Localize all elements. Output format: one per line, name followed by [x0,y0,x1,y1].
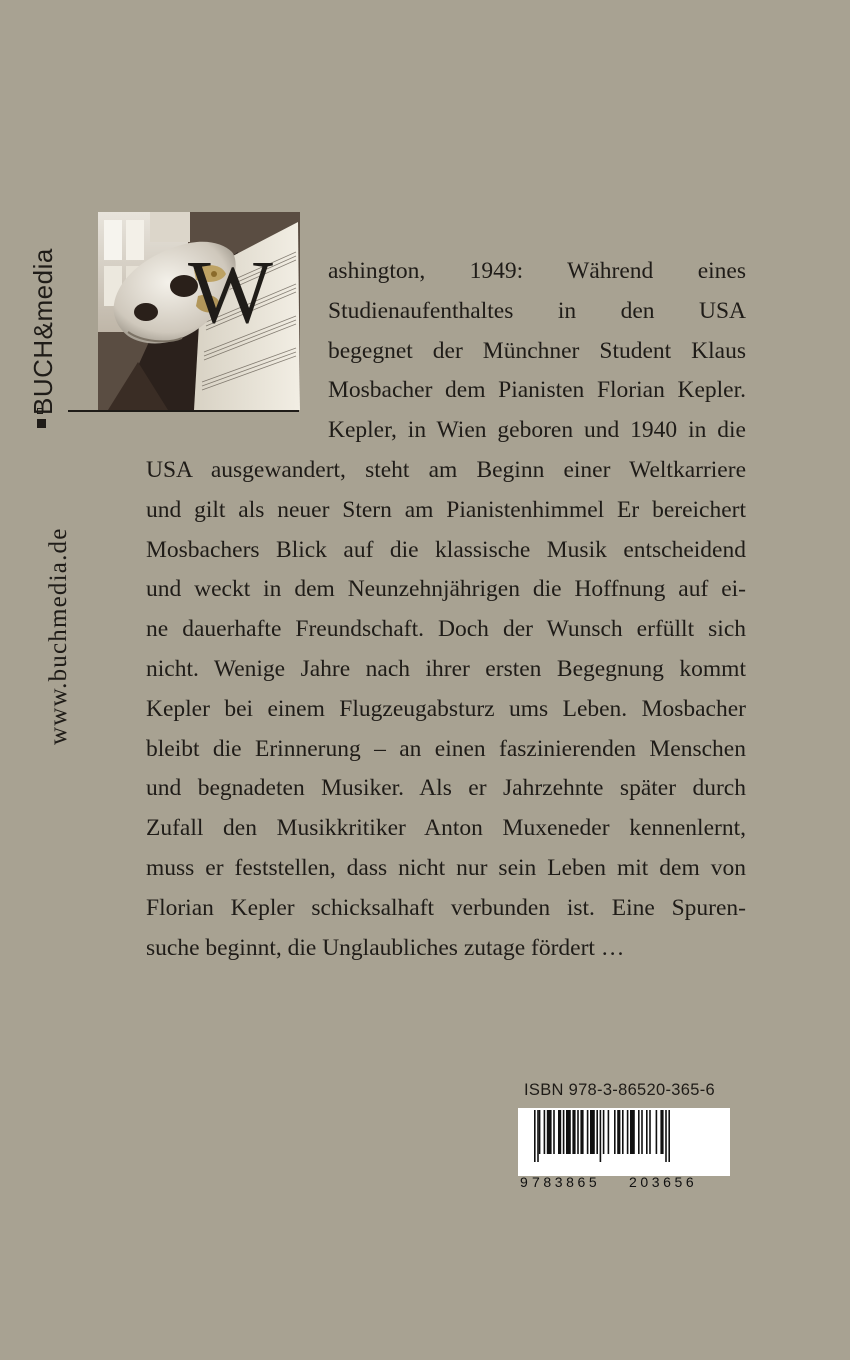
blurb-line: Mosbachers Blick auf die klassische Musik entscheidend [146,536,746,563]
blurb-line: suche beginnt, die Unglaubliches zutage fördert … [146,934,625,961]
blurb-line: Mosbacher dem Pianisten Florian Kepler. [328,377,746,404]
barcode-bar [587,1110,589,1154]
barcode-bar [572,1110,575,1154]
logo-square-filled [37,419,46,428]
barcode-bar [622,1110,624,1154]
barcode-bar [566,1110,571,1154]
blurb-line: Zufall den Musikkritiker Anton Muxeneder kennenlernt, [146,815,746,842]
barcode-bar [660,1110,663,1154]
barcode-bar [590,1110,595,1154]
blurb-line: begegnet der Münchner Student Klaus [328,337,746,364]
barcode-bar [614,1110,616,1154]
barcode-bar [596,1110,598,1154]
barcode-bar [539,1110,541,1154]
barcode-bar [641,1110,643,1154]
barcode-bars [518,1110,730,1162]
barcode-digit-first: 9 [520,1174,528,1190]
isbn-barcode [518,1108,730,1190]
barcode-bar [603,1110,605,1154]
barcode-bar [577,1110,579,1154]
publisher-website: www.buchmedia.de [45,527,72,745]
barcode-digits-right: 203656 [629,1174,698,1190]
blurb-line: USA ausgewandert, steht am Beginn einer Weltkarriere [146,456,746,483]
isbn-label: ISBN 978-3-86520-365-6 [524,1081,715,1099]
barcode-bar [563,1110,565,1154]
publisher-name: BUCH&media [28,248,58,415]
blurb-line: Kepler bei einem Flugzeugabsturz ums Leben. Mosbacher [146,695,746,722]
blurb-line: ashington, 1949: Während eines [328,258,746,284]
publisher-spine-label [26,215,66,415]
barcode-bar [580,1110,583,1154]
blurb-line: und gilt als neuer Stern am Pianistenhimmel Er bereichert [146,496,746,523]
blurb-line: bleibt die Erinnerung – an einen faszinierenden Menschen [146,735,746,762]
drop-cap: W [188,243,273,342]
barcode-bar [630,1110,635,1154]
barcode-bar [656,1110,658,1154]
barcode-bar [608,1110,610,1154]
barcode-bar [544,1110,546,1154]
logo-square-outline [37,408,43,414]
barcode-bar [600,1110,602,1162]
blurb-line: muss er feststellen, dass nicht nur sein Leben mit dem von [146,854,746,881]
barcode-bar [638,1110,640,1154]
blurb-line: nicht. Wenige Jahre nach ihrer ersten Begegnung kommt [146,655,746,682]
barcode-bar [534,1110,536,1162]
barcode-bar [627,1110,629,1154]
blurb-line: und weckt in dem Neunzehnjährigen die Hoffnung auf ei- [146,576,746,603]
blurb-line: und begnadeten Musiker. Als er Jahrzehnte später durch [146,775,746,802]
publisher-logo-icon [36,408,48,430]
blurb-line: Kepler, in Wien geboren und 1940 in die [328,417,746,444]
barcode-bar [558,1110,561,1154]
barcode-bar [665,1110,667,1162]
blurb-line: Florian Kepler schicksalhaft verbunden ist. Eine Spuren- [146,894,746,921]
barcode-digits-left: 783865 [532,1174,601,1190]
barcode-bar [547,1110,552,1154]
blurb-line: ne dauerhafte Freundschaft. Doch der Wunsch erfüllt sich [146,616,746,643]
barcode-bar [553,1110,555,1154]
barcode-bar [668,1110,670,1162]
blurb-line: Studienaufenthaltes in den USA [328,297,746,324]
barcode-bar [646,1110,648,1154]
barcode-bar [649,1110,651,1154]
barcode-bar [537,1110,539,1162]
blurb-text [146,252,746,968]
barcode-bar [617,1110,620,1154]
